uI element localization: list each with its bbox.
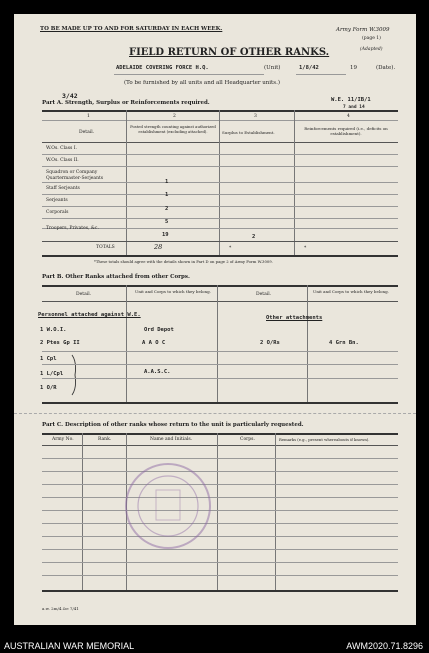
part-a-header-posted: Posted strength counting against authorized establishment (excluding attached).	[130, 124, 216, 134]
totals-label: TOTALS	[96, 245, 115, 250]
part-a-vline-3	[294, 110, 295, 256]
part-c-row-rule	[42, 510, 398, 511]
part-a-vline-1	[126, 110, 127, 256]
attached-detail: 2 Ptes Gp II	[40, 340, 80, 346]
part-c-header-corps: Corps.	[240, 437, 255, 442]
part-a-row-rule	[42, 194, 398, 195]
part-c-title: Part C. Description of other ranks whose return to the unit is particularly requested.	[42, 422, 304, 428]
part-a-row-rule	[42, 218, 398, 219]
brace-mark	[70, 354, 80, 396]
other-attachment-detail: 2 O/Rs	[260, 340, 280, 346]
part-c-header-rule	[42, 445, 398, 446]
part-c-row-rule	[42, 523, 398, 524]
part-c-header-rank: Rank.	[98, 437, 112, 442]
part-b-row-rule	[42, 364, 398, 365]
form-name: Army Form W.3009	[336, 27, 390, 33]
part-b-row-rule	[42, 351, 398, 352]
part-b-header-rule	[42, 301, 398, 302]
ref-number: 3/42	[62, 92, 78, 100]
part-a-row-posted: 5	[165, 219, 169, 225]
part-c-header-name: Name and Initials.	[150, 437, 193, 442]
date-value: 1/8/42	[299, 65, 319, 71]
unit-value: ADELAIDE COVERING FORCE H.Q.	[116, 65, 209, 71]
section-other-attachments: Other attachments	[266, 315, 323, 321]
part-b-header-unit-right: Unit and Corps to which they belong.	[313, 289, 389, 294]
attached-detail: 1 L/Cpl	[40, 371, 64, 377]
part-a-row-rule	[42, 154, 398, 155]
part-a-row-surplus: 2	[252, 234, 256, 240]
unit-stamp	[122, 460, 214, 552]
year-label: 19	[350, 65, 357, 71]
unit-label: (Unit)	[264, 65, 281, 71]
part-c-row-rule	[42, 562, 398, 563]
part-c-row-rule	[42, 497, 398, 498]
other-attachment-unit: 4 Grn Bn.	[329, 340, 359, 346]
part-c-row-rule	[42, 549, 398, 550]
part-a-header-reinforcements: Reinforcements required (i.e., deficits on establishment).	[304, 126, 388, 136]
furnish-note: (To be furnished by all units and all Headquarter units.)	[124, 80, 280, 86]
part-b-bottom-rule	[42, 402, 398, 404]
part-c-row-rule	[42, 536, 398, 537]
part-b-title: Part B. Other Ranks attached from other Corps.	[42, 274, 190, 280]
footer-institution: AUSTRALIAN WAR MEMORIAL	[4, 641, 135, 651]
part-a-footnote: *These totals should agree with the details shown in Part D on page 2 of Army Form W.3009.	[94, 259, 273, 264]
part-b-top-rule	[42, 285, 398, 287]
part-a-row-detail: Staff Serjeants	[46, 186, 80, 191]
attached-unit: A.A.S.C.	[144, 369, 171, 375]
part-a-colnum-4: 4	[347, 114, 350, 119]
totals-asterisk: *	[304, 246, 307, 251]
part-a-row-rule	[42, 206, 398, 207]
part-a-header-detail: Detail.	[79, 130, 95, 135]
part-c-bottom-rule	[42, 590, 398, 592]
part-c-row-rule	[42, 484, 398, 485]
we-line2: 7 and 14	[343, 105, 365, 110]
part-b-vline-3	[307, 285, 308, 403]
header-notice: TO BE MADE UP TO AND FOR SATURDAY IN EACH WEEK.	[40, 26, 223, 32]
attached-unit: A A O C	[142, 340, 166, 346]
attached-unit: Ord Depot	[144, 327, 174, 333]
part-c-header-remarks: Remarks (e.g., present whereabouts if known).	[279, 437, 370, 442]
part-b-vline-1	[126, 285, 127, 403]
part-a-row-detail: Troopers, Privates, &c.	[46, 226, 99, 231]
part-c-vline-1	[82, 433, 83, 591]
part-c-vline-3	[217, 433, 218, 591]
part-a-header-surplus: Surplus to Establishment.	[222, 130, 275, 135]
date-label: (Date).	[376, 65, 396, 71]
part-a-row-rule	[42, 182, 398, 183]
attached-detail: 1 O/R	[40, 385, 57, 391]
part-a-row-rule	[42, 166, 398, 167]
part-a-colnum-2: 2	[173, 114, 176, 119]
part-a-header-rule	[42, 142, 398, 143]
part-a-colnum-rule	[42, 120, 398, 121]
totals-asterisk: *	[229, 246, 232, 251]
part-c-vline-4	[275, 433, 276, 591]
section-attached-we: Personnel attached against W.E.	[38, 312, 141, 318]
part-b-header-detail-right: Detail.	[256, 292, 272, 297]
part-a-row-detail: Corporals	[46, 210, 69, 215]
attached-detail: 1 W.O.I.	[40, 327, 67, 333]
part-a-top-rule	[42, 110, 398, 112]
unit-underline	[114, 74, 264, 75]
part-a-row-posted: 1	[165, 192, 169, 198]
part-a-totals-top-rule	[42, 241, 398, 242]
adapted-label: (Adapted)	[360, 47, 383, 52]
part-a-row-posted: 1	[165, 179, 169, 185]
part-c-row-rule	[42, 575, 398, 576]
part-c-row-rule	[42, 471, 398, 472]
fold-line	[14, 413, 416, 414]
part-a-colnum-3: 3	[254, 114, 257, 119]
part-b-header-detail-left: Detail.	[76, 292, 92, 297]
form-page: (page 1)	[362, 36, 381, 41]
part-a-row-posted: 2	[165, 206, 169, 212]
form-sheet	[14, 14, 416, 625]
part-a-row-detail: Squadron or Company Quartermaster-Serjeants	[46, 170, 104, 181]
part-a-colnum-1: 1	[87, 114, 90, 119]
part-a-row-detail: W.Os. Class I.	[46, 146, 77, 151]
part-c-top-rule	[42, 433, 398, 435]
print-code: a.w. 2m/4.&e 7/41	[42, 606, 79, 611]
part-b-row-rule	[42, 378, 398, 379]
part-c-header-army-no: Army No.	[52, 437, 74, 442]
part-a-vline-2	[219, 110, 220, 256]
attached-detail: 1 Cpl	[40, 356, 57, 362]
part-b-vline-2	[217, 285, 218, 403]
part-b-header-unit-left: Unit and Corps to which they belong.	[135, 289, 211, 294]
date-underline	[296, 74, 346, 75]
footer-accession-number: AWM2020.71.8296	[346, 641, 423, 651]
form-title: FIELD RETURN OF OTHER RANKS.	[129, 47, 330, 58]
part-a-row-detail: W.Os. Class II.	[46, 158, 79, 163]
we-line1: W.E. 11/IB/1	[331, 97, 371, 103]
part-a-bottom-rule	[42, 255, 398, 257]
part-a-row-posted: 19	[162, 232, 169, 238]
part-a-title: Part A. Strength, Surplus or Reinforcements required.	[42, 100, 210, 106]
part-a-row-detail: Serjeants	[46, 198, 68, 203]
part-c-row-rule	[42, 458, 398, 459]
totals-value: 28	[154, 243, 163, 251]
